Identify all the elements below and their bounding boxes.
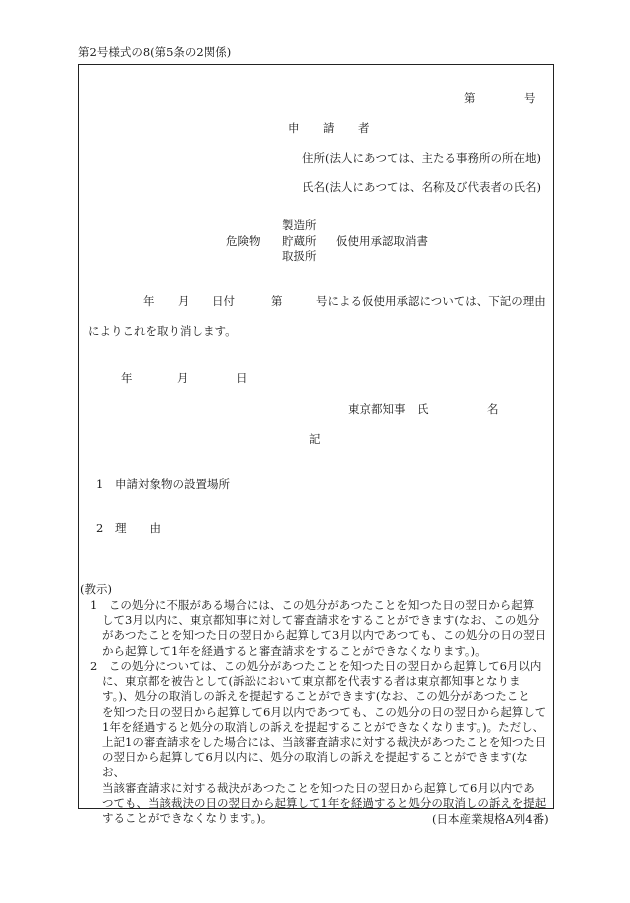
title-suffix: 仮使用承認取消書: [336, 234, 428, 248]
ki-mark: 記: [309, 432, 321, 446]
doc-number-go: 号: [524, 91, 536, 105]
body-hizuke: 日付: [212, 294, 235, 308]
body-line2: によりこれを取り消します。: [88, 324, 237, 338]
notice-line: に、東京都を被告として(訴訟において東京都を代表する者は東京都知事となりま: [102, 674, 521, 689]
doc-number-dai: 第: [464, 91, 476, 105]
notice-paragraph-2: [90, 659, 548, 826]
applicant-label: 申 請 者: [288, 121, 376, 135]
title-prefix: 危険物: [226, 234, 261, 248]
applicant-address: 住所(法人にあつては、主たる事務所の所在地): [302, 151, 541, 165]
notice-line: 1 この処分に不服がある場合には、この処分があつたことを知つた日の翌日から起算: [90, 598, 535, 612]
notice-line: す。)、処分の取消しの訴えを提起することができます(なお、この処分があつたこと: [102, 689, 530, 704]
body-nen: 年: [143, 294, 155, 308]
notice-line: 上記1の審査請求をした場合には、当該審査請求に対する裁決があつたことを知つた日: [102, 735, 547, 750]
notice-line: を知つた日の翌日から起算して6月以内であつても、この処分の日の翌日から起算して: [102, 704, 547, 719]
body-tsuki: 月: [178, 294, 190, 308]
date-nen: 年: [121, 371, 133, 385]
notice-line: つても、当該裁決の日の翌日から起算して1年を経過すると処分の取消しの訴えを提起: [102, 795, 547, 810]
title-option-1: 製造所: [282, 218, 317, 232]
item-2-label: 理 由: [115, 521, 161, 535]
date-tsuki: 月: [177, 371, 189, 385]
item-1-label: 申請対象物の設置場所: [115, 477, 230, 491]
notice-line: して3月以内に、東京都知事に対して審査請求をすることができます(なお、この処分: [102, 613, 540, 628]
notice-line: があつたことを知つた日の翌日から起算して3月以内であつても、この処分の日の翌日: [102, 628, 547, 643]
notice-heading: (教示): [80, 582, 112, 596]
signer-title: 東京都知事 氏: [348, 402, 429, 416]
notice-line: 1年を経過すると処分の取消しの訴えを提起することができなくなります。)。ただし、: [102, 719, 545, 734]
notice-line: 当該審査請求に対する裁決があつたことを知つた日の翌日から起算して6月以内であ: [102, 780, 535, 795]
body-rest: 号による仮使用承認については、下記の理由: [316, 294, 546, 308]
item-2-number: 2: [96, 521, 104, 535]
notice-line: から起算して1年を経過すると審査請求をすることができなくなります。)。: [102, 643, 487, 658]
title-option-2: 貯蔵所: [282, 234, 317, 248]
notice-line: の翌日から起算して6月以内に、処分の取消しの訴えを提起することができます(なお、: [102, 750, 528, 780]
paper-size-footer: (日本産業規格A列4番): [432, 812, 549, 826]
notice-line: することができなくなります。)。: [102, 811, 273, 826]
applicant-name: 氏名(法人にあつては、名称及び代表者の氏名): [302, 180, 541, 194]
body-dai: 第: [271, 294, 283, 308]
signer-mei: 名: [487, 402, 499, 416]
form-header: 第2号様式の8(第5条の2関係): [78, 45, 232, 59]
item-1-number: 1: [96, 477, 104, 491]
date-hi: 日: [236, 371, 248, 385]
notice-paragraph-1: [90, 598, 548, 659]
title-option-3: 取扱所: [282, 249, 317, 263]
notice-line: 2 この処分については、この処分があつたことを知つた日の翌日から起算して6月以内: [90, 659, 542, 673]
